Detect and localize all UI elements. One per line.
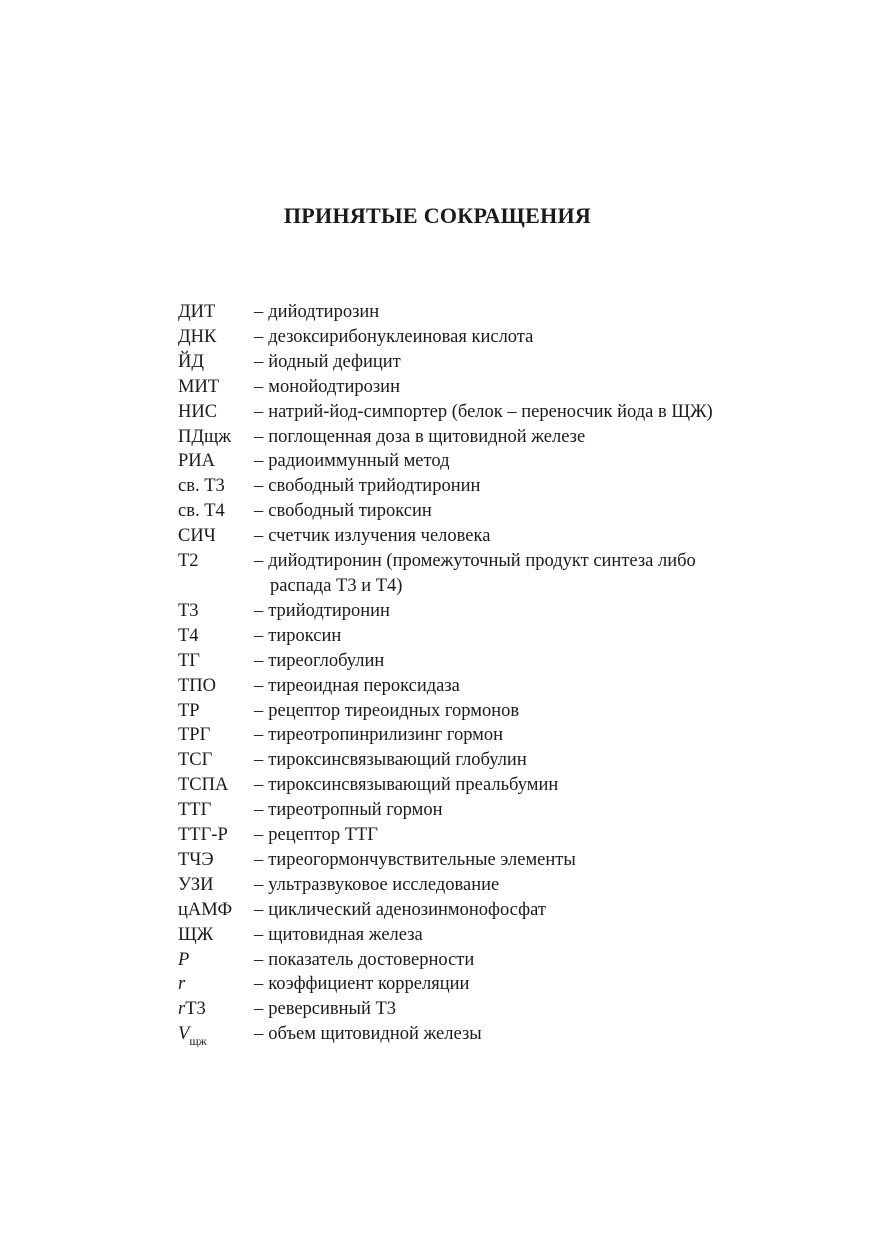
dash: – (254, 625, 264, 646)
dash: – (254, 949, 264, 970)
list-item (178, 923, 818, 948)
dash: – (254, 974, 264, 995)
list-item (178, 948, 818, 973)
definition: – тироксин (254, 625, 342, 646)
dash: – (254, 750, 264, 771)
definition: – дезоксирибонуклеиновая кислота (254, 326, 534, 347)
dash: – (254, 650, 264, 671)
definition: – тироксинсвязывающий глобулин (254, 750, 527, 771)
dash: – (254, 825, 264, 846)
list-item (178, 748, 818, 773)
page-title: ПРИНЯТЫЕ СОКРАЩЕНИЯ (283, 202, 592, 228)
dash: – (254, 999, 264, 1020)
abbreviation: РИА (178, 451, 216, 472)
list-item-continuation (178, 574, 818, 599)
dash: – (254, 899, 264, 920)
definition: – реверсивный Т3 (254, 999, 397, 1020)
definition-continuation: распада Т3 и Т4) (270, 575, 403, 596)
list-item (178, 898, 818, 923)
list-item (178, 499, 818, 524)
definition: – объем щитовидной железы (254, 1024, 482, 1045)
definition: – йодный дефицит (254, 351, 401, 372)
abbreviation: ТЧЭ (178, 849, 214, 870)
list-item (178, 350, 818, 375)
definition: – тиреогормончувствительные элементы (254, 849, 576, 870)
definition: – свободный тироксин (254, 501, 432, 522)
dash: – (254, 1024, 264, 1045)
list-item (178, 474, 818, 499)
list-item (178, 773, 818, 798)
abbreviation: Т2 (178, 551, 199, 572)
dash: – (254, 476, 264, 497)
abbreviation: НИС (178, 401, 218, 422)
abbreviation: ЩЖ (178, 924, 214, 945)
dash: – (254, 675, 264, 696)
abbreviation: цАМФ (178, 899, 233, 920)
abbreviation: ТТГ-Р (178, 825, 228, 846)
list-item (178, 723, 818, 748)
abbreviation: ТР (178, 700, 200, 721)
abbreviation: ТРГ (178, 725, 211, 746)
dash: – (254, 775, 264, 796)
abbreviation: св. Т3 (178, 476, 225, 497)
dash: – (254, 551, 264, 572)
definition: – натрий-йод-симпортер (белок – переносчик йода в ЩЖ) (254, 401, 713, 422)
dash: – (254, 426, 264, 447)
list-item (178, 798, 818, 823)
list-item (178, 300, 818, 325)
list-item (178, 549, 818, 574)
dash: – (254, 700, 264, 721)
list-item (178, 997, 818, 1022)
abbreviation: ТСПА (178, 775, 229, 796)
abbreviation: СИЧ (178, 526, 216, 547)
list-item (178, 325, 818, 350)
definition: – поглощенная доза в щитовидной железе (254, 426, 586, 447)
definition: – трийодтиронин (254, 600, 390, 621)
dash: – (254, 874, 264, 895)
abbreviation: ТГ (178, 650, 200, 671)
list-item (178, 848, 818, 873)
dash: – (254, 326, 264, 347)
dash: – (254, 376, 264, 397)
definition: – рецептор ТТГ (254, 825, 378, 846)
list-item (178, 425, 818, 450)
abbreviation: св. Т4 (178, 501, 225, 522)
list-item (178, 972, 818, 997)
abbreviation: ТТГ (178, 800, 212, 821)
definition: – счетчик излучения человека (254, 526, 491, 547)
dash: – (254, 849, 264, 870)
abbreviation: ТСГ (178, 750, 213, 771)
definition: – циклический аденозинмонофосфат (254, 899, 546, 920)
abbreviation: ПДщж (178, 426, 232, 447)
dash: – (254, 924, 264, 945)
dash: – (254, 501, 264, 522)
definition: – коэффициент корреляции (254, 974, 470, 995)
list-item (178, 375, 818, 400)
list-item (178, 1022, 818, 1047)
abbreviation: Т4 (178, 625, 199, 646)
dash: – (254, 302, 264, 322)
definition: – тироксинсвязывающий преальбумин (254, 775, 559, 796)
list-item (178, 624, 818, 649)
dash: – (254, 401, 264, 422)
list-item (178, 400, 818, 425)
abbreviation: УЗИ (178, 874, 214, 895)
list-item (178, 599, 818, 624)
list-item (178, 823, 818, 848)
definition: – свободный трийодтиронин (254, 476, 481, 497)
abbreviation: ДНК (178, 326, 217, 347)
abbreviation: P (178, 949, 190, 970)
list-item (178, 649, 818, 674)
abbreviation: ДИТ (178, 302, 216, 322)
abbreviation: $V_{щж}$ (178, 1024, 207, 1049)
definition: – тиреотропный гормон (254, 800, 443, 821)
list-item (178, 699, 818, 724)
dash: – (254, 800, 264, 821)
definition: – монойодтирозин (254, 376, 400, 397)
abbreviation: rТ3 (178, 999, 206, 1020)
definition: – показатель достоверности (254, 949, 475, 970)
list-item (178, 449, 818, 474)
definition: – рецептор тиреоидных гормонов (254, 700, 520, 721)
dash: – (254, 451, 264, 472)
abbreviation: ЙД (178, 351, 204, 372)
definition: – тиреоглобулин (254, 650, 385, 671)
abbreviation: r (178, 974, 186, 995)
definition: – тиреотропинрилизинг гормон (254, 725, 504, 746)
list-item (178, 873, 818, 898)
definition: – дийодтирозин (254, 302, 380, 322)
list-item (178, 674, 818, 699)
abbreviation-list (178, 300, 818, 1047)
dash: – (254, 351, 264, 372)
list-item (178, 524, 818, 549)
definition: – тиреоидная пероксидаза (254, 675, 460, 696)
definition: – радиоиммунный метод (254, 451, 450, 472)
definition: – щитовидная железа (254, 924, 423, 945)
dash: – (254, 725, 264, 746)
dash: – (254, 526, 264, 547)
definition: – дийодтиронин (промежуточный продукт синтеза либо (254, 551, 696, 572)
definition: – ультразвуковое исследование (254, 874, 500, 895)
dash: – (254, 600, 264, 621)
abbreviation: Т3 (178, 600, 199, 621)
abbreviation: МИТ (178, 376, 220, 397)
abbreviation: ТПО (178, 675, 217, 696)
